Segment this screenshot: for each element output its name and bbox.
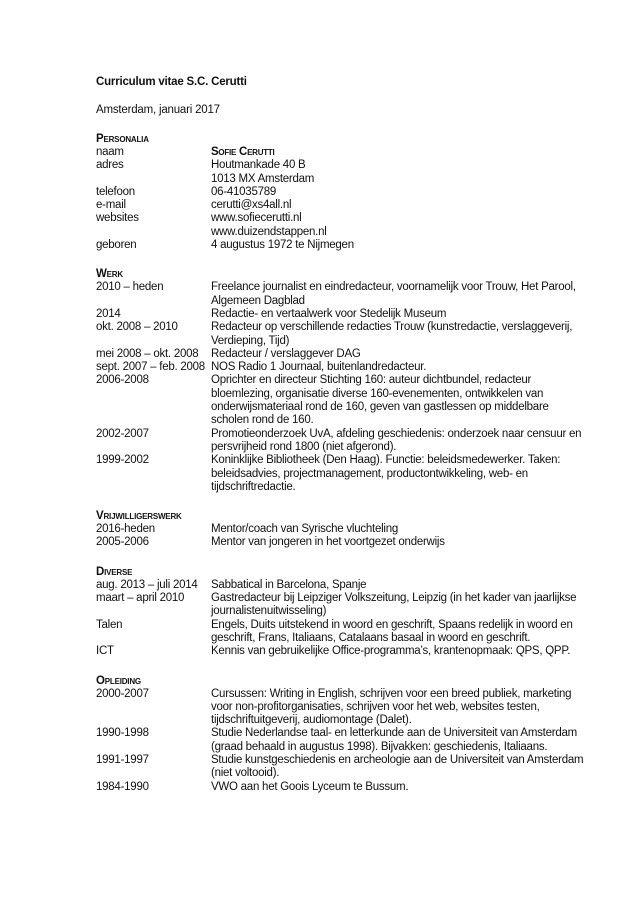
cv-row <box>96 428 598 455</box>
value-line: bloemlezing, organisatie diverse 160-evenementen, ontwikkelen van <box>211 387 544 400</box>
value-line: Promotieonderzoek UvA, afdeling geschiedenis: onderzoek naar censuur en <box>211 427 582 440</box>
value-line: Koninklijke Bibliotheek (Den Haag). Functie: beleidsmedewerker. Taken: <box>211 454 561 467</box>
row-label: aug. 2013 – juli 2014 <box>96 578 198 591</box>
row-label: 2014 <box>96 307 121 320</box>
cv-row <box>96 536 598 549</box>
value-line: (niet voltooid). <box>211 767 280 780</box>
row-value <box>211 592 598 619</box>
value-line: geschrift, Frans, Italiaans, Catalaans basaal in woord en geschrift. <box>211 631 531 644</box>
value-line: www.sofiecerutti.nl <box>211 212 302 225</box>
value-line: Sabbatical in Barcelona, Spanje <box>211 578 367 591</box>
value-line: tijdschriftuitgeverij, audiomontage (Dalet). <box>211 714 412 727</box>
row-value <box>211 186 598 199</box>
cv-row <box>96 186 598 199</box>
row-label: mei 2008 – okt. 2008 <box>96 347 199 360</box>
value-line: Mentor/coach van Syrische vluchteling <box>211 523 398 536</box>
row-value <box>211 199 598 212</box>
row-value <box>211 523 598 536</box>
section-heading: Vrijwilligerswerk <box>96 510 182 523</box>
row-value <box>211 781 598 794</box>
row-label: ICT <box>96 645 114 658</box>
row-value <box>211 428 598 455</box>
value-line: Sofie Cerutti <box>211 146 275 158</box>
row-value <box>211 579 598 592</box>
cv-row <box>96 212 598 239</box>
value-line: Kennis van gebruikelijke Office-programma’s, krantenopmaak: QPS, QPP. <box>211 645 571 658</box>
cv-row <box>96 159 598 186</box>
row-label: 1990-1998 <box>96 727 149 740</box>
cv-row <box>96 523 598 536</box>
value-line: Gastredacteur bij Leipziger Volkszeitung, Leipzig (in het kader van jaarlijkse <box>211 592 577 605</box>
value-line: scholen rond de 160. <box>211 414 314 427</box>
document-date: Amsterdam, januari 2017 <box>96 104 220 116</box>
value-line: Algemeen Dagblad <box>211 294 305 307</box>
value-line: Studie kunstgeschiedenis en archeologie aan de Universiteit van Amsterdam <box>211 753 584 766</box>
cv-row <box>96 281 598 308</box>
row-label: e-mail <box>96 199 126 212</box>
cv-row <box>96 361 598 374</box>
row-value <box>211 348 598 361</box>
value-line: cerutti@xs4all.nl <box>211 199 292 212</box>
section-werk <box>96 268 598 494</box>
row-label: 2010 – heden <box>96 281 164 294</box>
cv-row <box>96 619 598 646</box>
row-value <box>211 281 598 308</box>
cv-row <box>96 579 598 592</box>
row-label: adres <box>96 159 124 172</box>
value-line: NOS Radio 1 Journaal, buitenlandredacteur. <box>211 361 427 374</box>
row-value <box>211 321 598 348</box>
cv-row <box>96 645 598 658</box>
value-line: Studie Nederlandse taal- en letterkunde aan de Universiteit van Amsterdam <box>211 727 577 740</box>
row-value <box>211 619 598 646</box>
row-value <box>211 727 598 754</box>
value-line: Houtmankade 40 B <box>211 159 306 172</box>
value-line: (graad behaald in augustus 1998). Bijvakken: geschiedenis, Italiaans. <box>211 740 548 753</box>
value-line: persvrijheid rond 1800 (niet afgerond). <box>211 440 397 453</box>
value-line: Freelance journalist en eindredacteur, voornamelijk voor Trouw, Het Parool, <box>211 281 576 294</box>
row-label: okt. 2008 – 2010 <box>96 321 178 334</box>
cv-row <box>96 239 598 252</box>
section-heading: Diverse <box>96 565 133 578</box>
value-line: Redacteur op verschillende redacties Trouw (kunstredactie, verslaggeverij, <box>211 321 573 334</box>
row-value <box>211 159 598 186</box>
row-label: 2005-2006 <box>96 536 149 549</box>
value-line: 4 augustus 1972 te Nijmegen <box>211 239 354 252</box>
cv-row <box>96 146 598 159</box>
row-value <box>211 212 598 239</box>
row-value <box>211 308 598 321</box>
cv-row <box>96 688 598 728</box>
row-label: 2000-2007 <box>96 687 149 700</box>
row-value <box>211 754 598 781</box>
value-line: Engels, Duits uitstekend in woord en geschrift, Spaans redelijk in woord en <box>211 618 573 631</box>
cv-row <box>96 454 598 494</box>
row-label: 2002-2007 <box>96 427 149 440</box>
cv-row <box>96 348 598 361</box>
row-value <box>211 688 598 728</box>
cv-row <box>96 374 598 427</box>
value-line: 06-41035789 <box>211 185 277 198</box>
section-heading: Personalia <box>96 133 149 145</box>
row-label: telefoon <box>96 185 135 198</box>
cv-row <box>96 321 598 348</box>
value-line: onderwijsmateriaal rond de 160, geven van gastlessen op middelbare <box>211 401 549 414</box>
cv-row <box>96 308 598 321</box>
row-label: geboren <box>96 239 137 252</box>
value-line: journalistenuitwisseling) <box>211 605 327 618</box>
value-line: Cursussen: Writing in English, schrijven voor een breed publiek, marketing <box>211 687 572 700</box>
section-personalia <box>96 133 598 252</box>
value-line: Redactie- en vertaalwerk voor Stedelijk Museum <box>211 307 447 320</box>
cv-row <box>96 781 598 794</box>
row-value <box>211 146 598 159</box>
row-label: 1984-1990 <box>96 780 149 793</box>
value-line: beleidsadvies, projectmanagement, productontwikkeling, web- en <box>211 467 528 480</box>
row-value <box>211 454 598 494</box>
cv-row <box>96 199 598 212</box>
row-label: maart – april 2010 <box>96 592 185 605</box>
row-label: websites <box>96 212 139 225</box>
value-line: VWO aan het Goois Lyceum te Bussum. <box>211 780 409 793</box>
row-value <box>211 536 598 549</box>
value-line: tijdschriftredactie. <box>211 480 296 493</box>
value-line: voor non-profitorganisaties, schrijven voor het web, websites testen, <box>211 700 540 713</box>
section-heading: Werk <box>96 268 123 281</box>
row-value <box>211 645 598 658</box>
cv-row <box>96 727 598 754</box>
row-label: 2006-2008 <box>96 374 149 387</box>
row-label: 2016-heden <box>96 523 155 536</box>
value-line: Verdieping, Tijd) <box>211 334 290 347</box>
value-line: Oprichter en directeur Stichting 160: auteur dichtbundel, redacteur <box>211 374 532 387</box>
row-label: 1999-2002 <box>96 454 149 467</box>
value-line: Mentor van jongeren in het voortgezet onderwijs <box>211 536 445 549</box>
document-title: Curriculum vitae S.C. Cerutti <box>96 76 247 88</box>
row-label: naam <box>96 146 124 158</box>
row-label: 1991-1997 <box>96 753 149 766</box>
value-line: Redacteur / verslaggever DAG <box>211 347 361 360</box>
row-value <box>211 239 598 252</box>
section-opleiding <box>96 675 598 794</box>
row-label: Talen <box>96 618 123 631</box>
cv-row <box>96 592 598 619</box>
row-value <box>211 374 598 427</box>
row-label: sept. 2007 – feb. 2008 <box>96 361 205 374</box>
cv-row <box>96 754 598 781</box>
section-vrijwilligerswerk <box>96 510 598 550</box>
value-line: 1013 MX Amsterdam <box>211 172 315 185</box>
section-diverse <box>96 566 598 659</box>
row-value <box>211 361 598 374</box>
value-line: www.duizendstappen.nl <box>211 225 327 238</box>
section-heading: Opleiding <box>96 674 141 687</box>
